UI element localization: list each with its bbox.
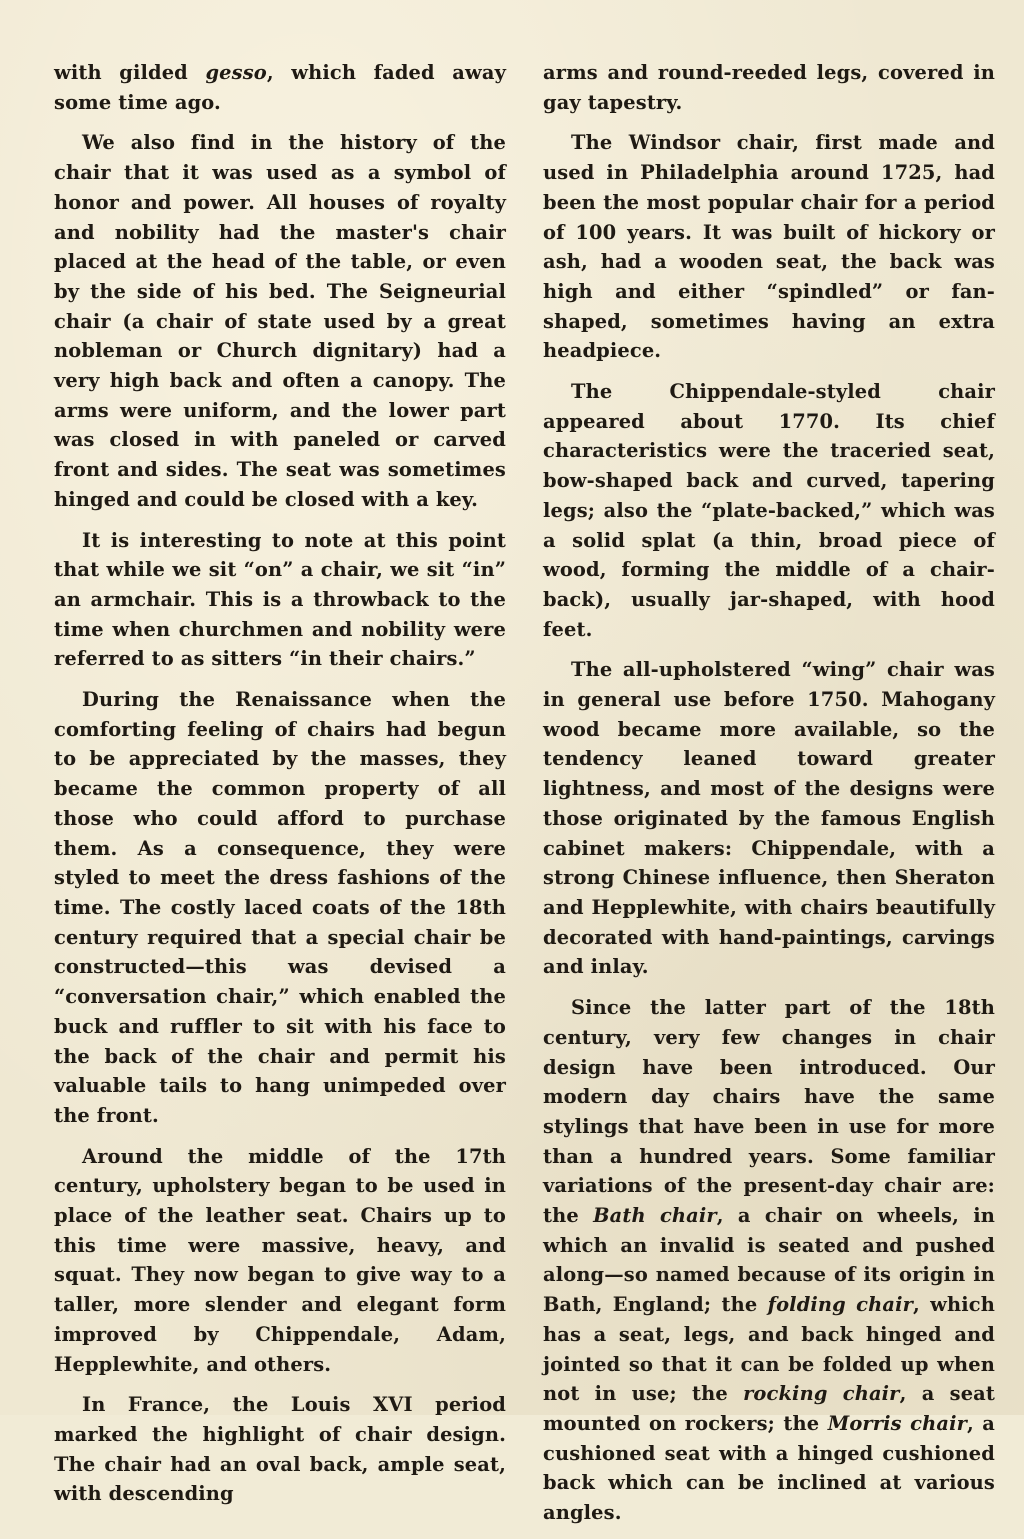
paragraph-modern-variations [543,993,995,1528]
paragraph-gilded-gesso [54,58,506,117]
italic-term-rocking-chair: rocking chair [743,1382,900,1406]
paragraph-chippendale-chair: The Chippendale-styled chair appeared about 1770. Its chief characteristics were the traceried seat, bow-shaped back and curved, tapering legs; also the “plate-backed,” which was a solid splat (a thin, broad piece of wood, forming the middle of a chair-back), usually jar-shaped, with hood feet. [543,380,995,641]
paragraph-renaissance: During the Renaissance when the comforting feeling of chairs had begun to be appreciated by the masses, they became the common property of all those who could afford to purchase them. As a consequence, they were styled to meet the dress fashions of the time. The costly laced coats of the 18th century required that a special chair be constructed—this was devised a “conversation chair,” which enabled the buck and ruffler to sit with his face to the back of the chair and permit his valuable tails to hang unimpeded over the front. [54,688,506,1127]
italic-term-gesso: gesso [205,61,267,84]
text-run: , a seat mounted on rockers; the [543,1382,996,1435]
text-run: Since the latter part of the 18th century, very few changes in chair design have been introduced. Our modern day chairs have the same stylings that have been in use for more than a hundred years. Some familiar variations of the present-day chair are: the [543,996,995,1228]
paragraph-17th-century: Around the middle of the 17th century, upholstery began to be used in place of the leather seat. Chairs up to this time were massive, heavy, and squat. They now began to give way to a taller, more slender and elegant form improved by Chippendale, Adam, Hepplewhite, and others. [54,1144,506,1376]
paragraph-wing-chair: The all-upholstered “wing” chair was in general use before 1750. Mahogany wood became more available, so the tendency leaned toward greater lightness, and most of the designs were those originated by the famous English cabinet makers: Chippendale, with a strong Chinese influence, then Sheraton and Hepplewhite, with chairs beautifully decorated with hand-paintings, carvings and inlay. [543,658,995,979]
text-run: , which faded away some time ago. [54,61,506,114]
paragraph-symbol-of-honor: We also find in the history of the chair that it was used as a symbol of honor and power. All houses of royalty and nobility had the master's chair placed at the head of the table, or even by the side of his bed. The Seigneurial chair (a chair of state used by a great nobleman or Church dignitary) had a very high back and often a canopy. The arms were uniform, and the lower part was closed in with paneled or carved front and sides. The seat was sometimes hinged and could be closed with a key. [54,131,506,511]
right-column [543,58,995,1539]
paragraph-windsor-chair: The Windsor chair, first made and used in Philadelphia around 1725, had been the most popular chair for a period of 100 years. It was built of hickory or ash, had a wooden seat, the back was high and either “spindled” or fan-shaped, sometimes having an extra headpiece. [543,131,995,363]
italic-term-morris-chair: Morris chair [827,1411,967,1435]
paragraph-on-vs-in: It is interesting to note at this point that while we sit “on” a chair, we sit “in” an armchair. This is a throwback to the time when churchmen and nobility were referred to as sitters “in their chairs.” [54,528,506,671]
italic-term-folding-chair: folding chair [767,1293,913,1317]
text-run: , which has a seat, legs, and back hinged and jointed so that it can be folded up when not in use; the [543,1293,995,1406]
left-column [54,58,506,1520]
paragraph-louis-xvi: In France, the Louis XVI period marked the highlight of chair design. The chair had an oval back, ample seat, with descending [54,1393,506,1506]
text-run: with gilded [54,61,206,84]
text-run: , a cushioned seat with a hinged cushioned back which can be inclined at various angles. [543,1411,996,1525]
paragraph-round-reeded-legs: arms and round-reeded legs, covered in gay tapestry. [543,61,995,114]
text-run: , a chair on wheels, in which an invalid is seated and pushed along—so named because of its origin in Bath, England; the [543,1204,995,1317]
italic-term-bath-chair: Bath chair [593,1204,717,1228]
